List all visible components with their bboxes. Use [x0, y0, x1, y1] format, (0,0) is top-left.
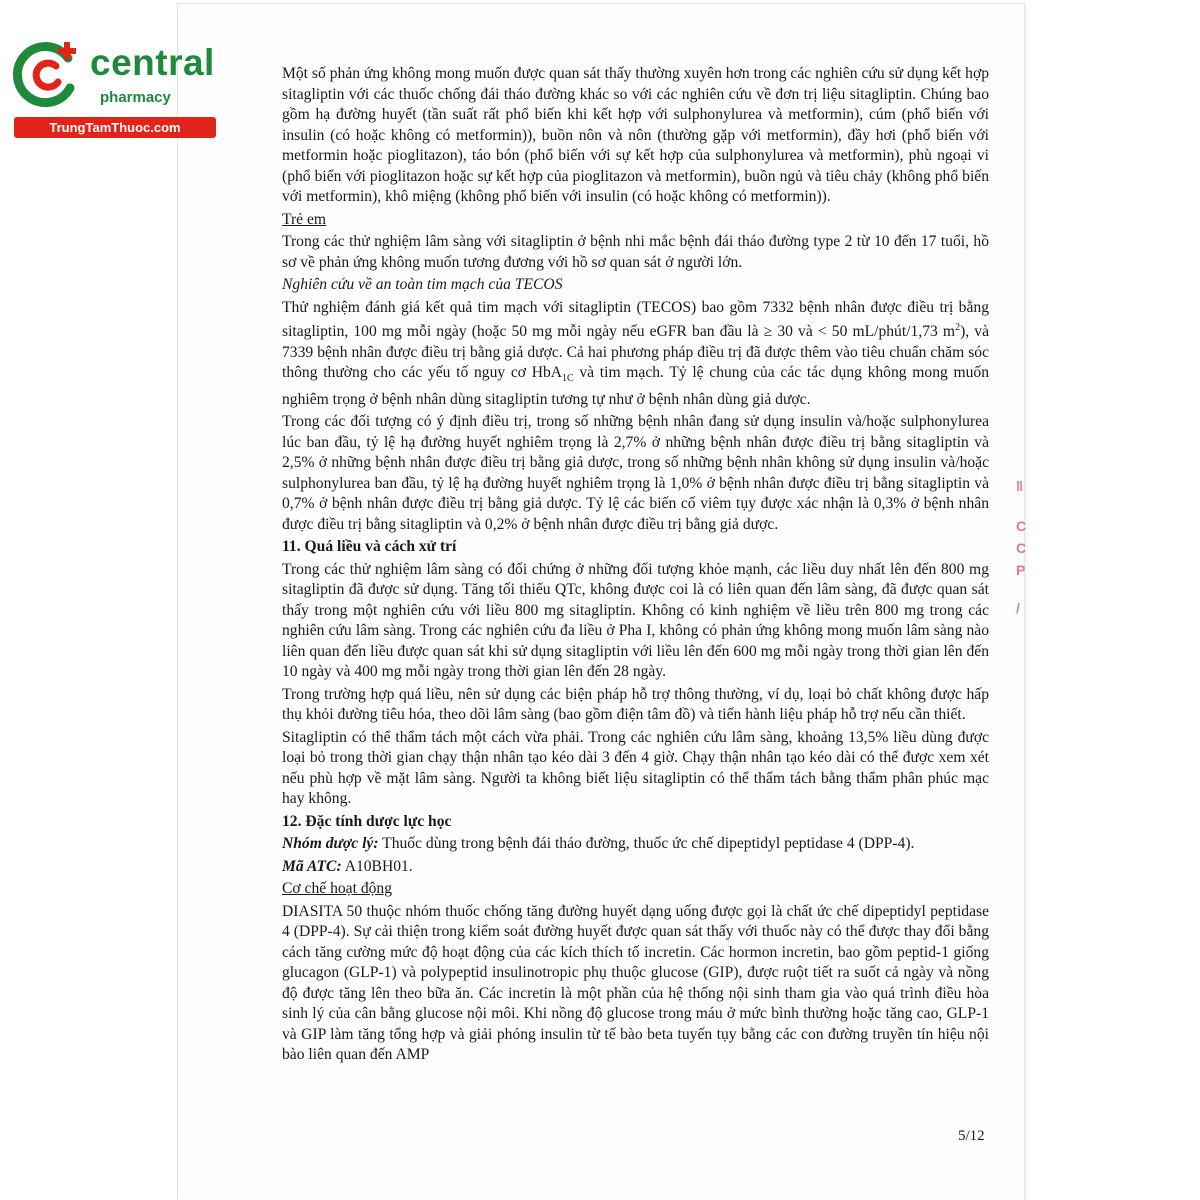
tecos-heading: Nghiên cứu về an toàn tim mạch của TECOS	[282, 276, 563, 293]
pharmacodynamics-heading: 12. Đặc tính dược lực học	[282, 812, 452, 830]
paragraph-children: Trong các thử nghiệm lâm sàng với sitagliptin ở bệnh nhi mắc bệnh đái tháo đường type 2 từ 10 đến 17 tuổi, hồ sơ về phản ứng không muốn tương đương với hồ sơ quan sát ở người lớn.	[282, 233, 989, 271]
mechanism-heading: Cơ chế hoạt động	[282, 880, 393, 898]
paragraph-hypoglycemia: Trong các đối tượng có ý định điều trị, trong số những bệnh nhân đang sử dụng insulin và/hoặc sulphonylurea lúc ban đầu, tỷ lệ hạ đường huyết nghiêm trọng là 2,7% ở những bệnh nhân được điều trị bằng sitagliptin và 2,5% ở những bệnh nhân được điều trị bằng giả dược, trong số những bệnh nhân không sử dụng insulin và/hoặc sulphonylurea ban đầu, tỷ lệ hạ đường huyết nghiêm trọng là 1,0% ở bệnh nhân được điều trị bằng sitagliptin và 0,7% ở bệnh nhân được điều trị bằng giả dược. Tỷ lệ các biến cố viêm tụy được xác nhận là 0,3% ở bệnh nhân được điều trị bằng sitagliptin và 0,2% ở bệnh nhân được điều trị bằng giả dược.	[282, 413, 989, 533]
logo-brand-name: central	[90, 42, 215, 83]
logo-site-banner: TrungTamThuoc.com	[14, 117, 216, 138]
tecos-text-b: ), và 7339 bệnh nhân được điều trị bằng giả dược. Cả hai phương pháp điều trị đã được thêm vào tiêu chuẩn chăm sóc thông thường cho các yếu tố nguy cơ HbA	[282, 323, 989, 382]
pharmacy-logo-icon	[12, 38, 84, 110]
tecos-subscript: 1C	[562, 373, 574, 385]
document-body	[282, 64, 989, 1068]
page-number: 5/12	[958, 1128, 985, 1144]
group-label: Nhóm dược lý:	[282, 835, 379, 853]
paragraph-side-effects: Một số phản ứng không mong muốn được quan sát thấy thường xuyên hơn trong các nghiên cứu sử dụng kết hợp sitagliptin với các thuốc chống đái tháo đường khác so với các nghiên cứu về đơn trị liệu sitagliptin. Chúng bao gồm hạ đường huyết (tần suất rất phổ biến khi kết hợp với sulphonylurea và metformin), cúm (phổ biến với insulin (có hoặc không có metformin)), buồn nôn và nôn (thường gặp với metformin), đầy hơi (phổ biến với metformin hoặc pioglitazon), táo bón (phổ biến với sự kết hợp của sulphonylurea và metformin), phù ngoại vi (phổ biến với pioglitazon hoặc sự kết hợp của pioglitazon và metformin), buồn ngủ và tiêu chảy (không phổ biến với metformin), khô miệng (không phổ biến với insulin (có hoặc không có metformin)).	[282, 65, 989, 205]
tecos-text-a: Thử nghiệm đánh giá kết quả tim mạch với sitagliptin (TECOS) bao gồm 7332 bệnh nhân được điều trị bằng sitagliptin, 100 mg mỗi ngày (hoặc 50 mg mỗi ngày nếu eGFR ban đầu là ≥ 30 và < 50 mL/phút/1,73 m	[282, 298, 989, 341]
overdose-heading: 11. Quá liều và cách xử trí	[282, 538, 457, 556]
paragraph-overdose-trials: Trong các thử nghiệm lâm sàng có đối chứng ở những đối tượng khỏe mạnh, các liều duy nhất lên đến 800 mg sitagliptin đã được sử dụng. Tăng tối thiểu QTc, không được coi là có liên quan đến lâm sàng, đã được quan sát thấy trong một nghiên cứu với liều 800 mg sitagliptin. Không có kinh nghiệm về liều trên 800 mg trong các nghiên cứu lâm sàng. Trong các nghiên cứu đa liều ở Pha I, không có phản ứng không mong muốn lâm sàng nào liên quan đến liều được quan sát khi sử dụng sitagliptin với liều lên đến 600 mg mỗi ngày trong thời gian lên đến 10 ngày và 400 mg mỗi ngày trong thời gian lên đến 28 ngày.	[282, 560, 989, 681]
paragraph-tecos	[282, 298, 989, 411]
atc-code	[282, 857, 989, 878]
paragraph-overdose-measures: Trong trường hợp quá liều, nên sử dụng các biện pháp hỗ trợ thông thường, ví dụ, loại bỏ chất không được hấp thụ khỏi đường tiêu hóa, theo dõi lâm sàng (bao gồm điện tâm đồ) và tiến hành liệu pháp hỗ trợ nếu cần thiết.	[282, 685, 989, 724]
tecos-text-c: và tim mạch. Tỷ lệ chung của các tác dụng không mong muốn nghiêm trọng ở bệnh nhân dùng sitagliptin tương tự như ở bệnh nhân dùng giả dược.	[282, 364, 989, 408]
pharmacological-group	[282, 834, 989, 855]
children-heading: Trẻ em	[282, 210, 327, 228]
group-value: Thuốc dùng trong bệnh đái tháo đường, thuốc ức chế dipeptidyl peptidase 4 (DPP-4).	[378, 835, 915, 853]
paragraph-mechanism: DIASITA 50 thuộc nhóm thuốc chống tăng đường huyết dạng uống được gọi là chất ức chế dipeptidyl peptidase 4 (DPP-4). Sự cải thiện trong kiểm soát đường huyết được quan sát thấy với thuốc này có thể được thay đổi bằng cách tăng cường mức độ hoạt động của các kích thích tố incretin. Các hormon incretin, bao gồm peptid-1 giống glucagon (GLP-1) và polypeptid insulinotropic phụ thuộc glucose (GIP), được ruột tiết ra suốt cả ngày và nồng độ được tăng lên theo bữa ăn. Các incretin là một phần của hệ thống nội sinh tham gia vào quá trình điều hòa sinh lý của cân bằng glucose nội môi. Khi nồng độ glucose trong máu ở mức bình thường hoặc tăng cao, GLP-1 và GIP làm tăng tổng hợp và giải phóng insulin từ tế bào beta tuyến tụy bằng các con đường truyền tín hiệu nội bào liên quan đến AMP	[282, 902, 989, 1064]
red-stamp-mark: ǁ C C P /	[1016, 478, 1027, 616]
atc-value: A10BH01.	[341, 857, 413, 875]
logo-subtitle: pharmacy	[100, 89, 171, 106]
atc-label: Mã ATC:	[282, 857, 342, 875]
central-pharmacy-logo[interactable]	[8, 34, 218, 144]
tecos-superscript: 2	[955, 322, 961, 333]
paragraph-dialysis: Sitagliptin có thể thẩm tách một cách vừa phải. Trong các nghiên cứu lâm sàng, khoảng 13,5% liều dùng được loại bỏ trong thời gian chạy thận nhân tạo kéo dài 3 đến 4 giờ. Chạy thận nhân tạo kéo dài có thể được xem xét nếu phù hợp về mặt lâm sàng. Người ta không biết liệu sitagliptin có thể thẩm tách bằng thẩm phân phúc mạc hay không.	[282, 728, 989, 808]
